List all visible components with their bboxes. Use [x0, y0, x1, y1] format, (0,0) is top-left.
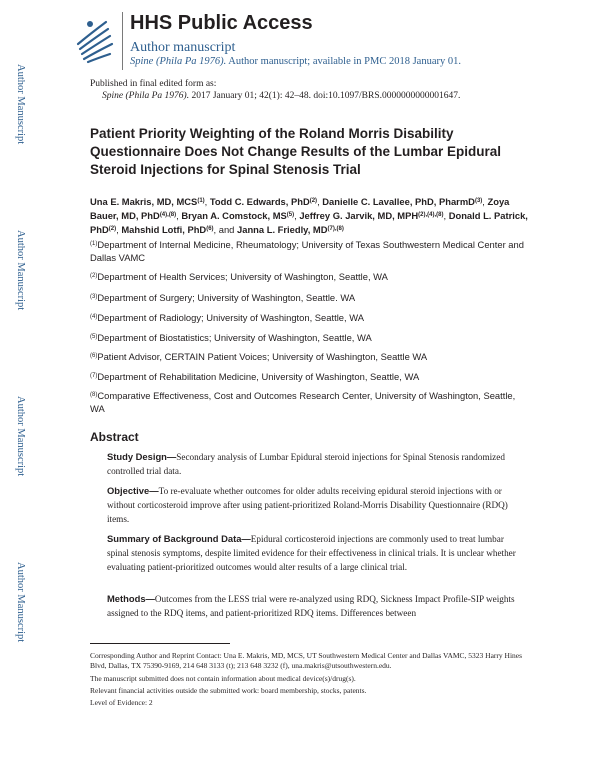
author: Janna L. Friedly, $MD^{(7),(8)}$: [237, 224, 344, 235]
abstract-methods: Methods—Outcomes from the LESS trial were re-analyzed using RDQ, Sickness Impact Profile-SIP weights assigned to the RDQ items, and patient-prioritized RDQ items. Differences between: [107, 593, 515, 618]
availability-line: [130, 56, 461, 67]
affiliation-4: $^{(4)}$Department of Radiology; University of Washington, Seattle, WA: [90, 312, 364, 323]
author-list: [90, 195, 530, 237]
abstract-heading: Abstract: [90, 430, 139, 444]
publication-note: [90, 78, 460, 102]
author: Zoya Bauer, MD, PhD$^{(4),(8)}$,: [90, 196, 510, 221]
side-label-4: Author Manuscript: [15, 562, 26, 643]
affiliation-6: $^{(6)}$Patient Advisor, CERTAIN Patient Voices; University of Washington, Seattle WA: [90, 351, 428, 362]
author: Donald L. Patrick, PhD$^{(2)}$,: [90, 210, 528, 235]
author: Una E. Makris, MD, MCS$^{(1)}$,: [90, 196, 210, 207]
author: Bryan A. Comstock, MS$^{(5)}$,: [181, 210, 300, 221]
hhs-eagle-logo-icon: [72, 14, 116, 66]
author: Mahshid Lotfi, PhD$^{(6)}$, and: [121, 224, 238, 235]
side-label-3: Author Manuscript: [15, 396, 26, 477]
footnote-device-statement: The manuscript submitted does not contain information about medical device(s)/drug(s).: [90, 674, 356, 683]
author-manuscript-label: Author manuscript: [130, 40, 236, 55]
abstract-study-design: Study Design—Secondary analysis of Lumbar Epidural steroid injections for Spinal Stenosis randomized controlled trial data.: [107, 451, 505, 476]
side-label-2: Author Manuscript: [15, 230, 26, 311]
side-label-1: Author Manuscript: [15, 64, 26, 145]
abstract-background: Summary of Background Data—Epidural corticosteroid injections are commonly used to treat lumbar spinal stenosis symptoms, despite limited evidence for their effectiveness in clinical trials. It is unclear whether evaluating patient-prioritized outcomes would alter results of a large clinical trial.: [107, 533, 516, 572]
affiliation-1: $^{(1)}$Department of Internal Medicine, Rheumatology; University of Texas Southwestern Medical Center and Dallas VAMC: [90, 239, 524, 263]
affiliation-5: $^{(5)}$Department of Biostatistics; University of Washington, Seattle, WA: [90, 332, 372, 343]
abstract-objective: Objective—To re-evaluate whether outcomes for older adults receiving epidural steroid injections with or without corticosteroid improve after using patient-prioritized Roland-Morris Disability Questionnaire (RDQ) items.: [107, 485, 508, 524]
author: Danielle C. Lavallee, PhD, PharmD$^{(3)}$,: [322, 196, 488, 207]
footnote-level-of-evidence: Level of Evidence: 2: [90, 698, 153, 707]
author: Jeffrey G. Jarvik, MD, $MPH^{(2),(4),(8)}$,: [299, 210, 449, 221]
citation-journal: Spine (Phila Pa 1976).: [102, 91, 190, 101]
header-divider: [122, 12, 123, 70]
citation-details: 2017 January 01; 42(1): 42–48. doi:10.1097/BRS.0000000000001647.: [189, 91, 461, 101]
hhs-public-access-title: HHS Public Access: [130, 12, 313, 34]
article-title: Patient Priority Weighting of the Roland Morris Disability Questionnaire Does Not Change Results of the Lumbar Epidural Steroid Injections for Spinal Stenosis Trial: [90, 126, 502, 177]
footnote-corresponding-author: Corresponding Author and Reprint Contact: Una E. Makris, MD, MCS, UT Southwestern Medical Center and Dallas VAMC, 5323 Harry Hines Blvd, Dallas, TX 75390-9169, 214 648 3133 (t); 213 648 3232 (f), una.makris@utsouthwestern.edu.: [90, 651, 523, 670]
availability-text: Author manuscript; available in PMC 2018 January 01.: [226, 56, 461, 67]
affiliation-7: $^{(7)}$Department of Rehabilitation Medicine, University of Washington, Seattle, WA: [90, 371, 420, 382]
affiliation-2: $^{(2)}$Department of Health Services; University of Washington, Seattle, WA: [90, 271, 388, 282]
publication-note-label: Published in final edited form as:: [90, 79, 217, 89]
footnote-rule: [90, 643, 230, 644]
author: Todd C. Edwards, PhD$^{(2)}$,: [209, 196, 323, 207]
footnote-financial-activities: Relevant financial activities outside the submitted work: board membership, stocks, patents.: [90, 686, 367, 695]
publication-citation: [90, 90, 460, 102]
availability-journal: Spine (Phila Pa 1976).: [130, 56, 227, 67]
affiliation-8: $^{(8)}$Comparative Effectiveness, Cost and Outcomes Research Center, University of Washington, Seattle, WA: [90, 390, 516, 414]
affiliation-3: $^{(3)}$Department of Surgery; University of Washington, Seattle. WA: [90, 292, 356, 303]
